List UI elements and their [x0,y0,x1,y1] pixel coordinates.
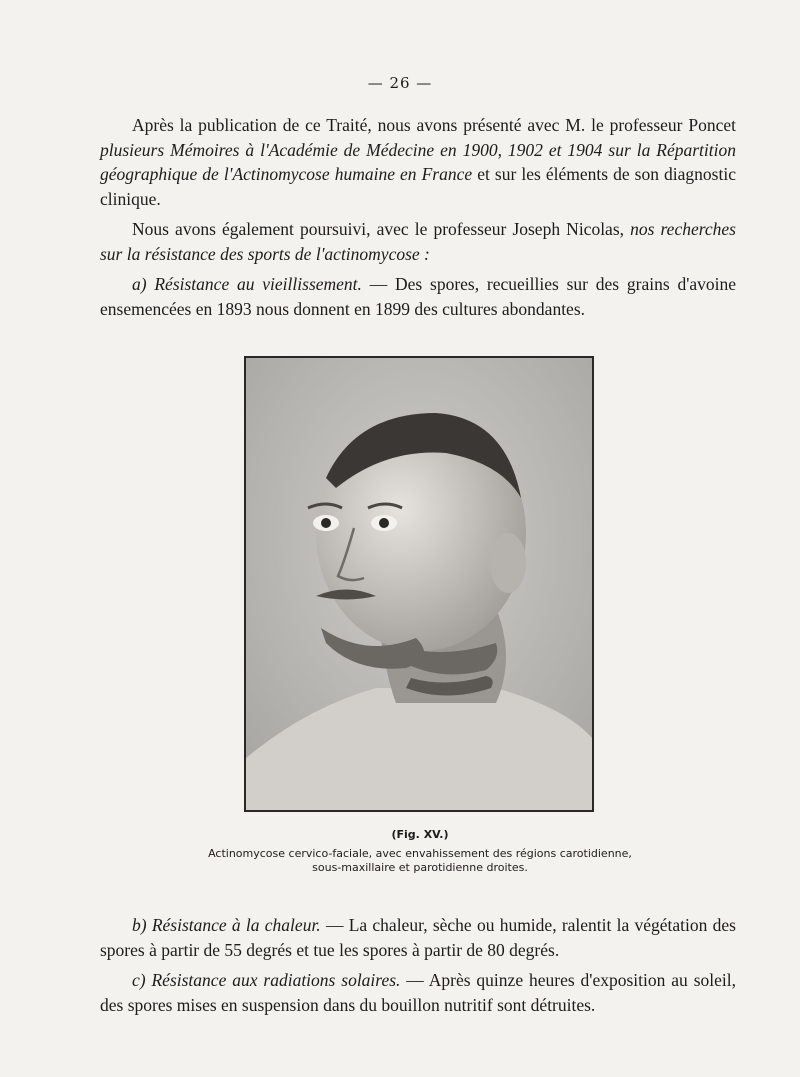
paragraph-italic: a) Résistance au vieillissement. [132,274,362,294]
paragraph-text: — Après quinze heures d'exposition au soleil, des spores mises en suspension dans du bouillon nutritif sont détruites. [100,970,736,1015]
caption-line: sous-maxillaire et parotidienne droites. [312,861,528,874]
paragraph-solar-resistance [100,968,736,1017]
figure-photograph [244,356,594,812]
body-text-top [100,113,736,327]
portrait-illustration [246,358,592,810]
paragraph-aging-resistance [100,272,736,321]
paragraph-italic: plusieurs Mémoires à l'Académie de Médecine en 1900, 1902 et 1904 sur la Répartition géographique de l'Actinomycose humaine en France [100,139,736,184]
figure-caption [150,828,690,875]
paragraph-italic: nos recherches sur la résistance des sports de l'actinomycose : [100,219,736,264]
paragraph-text: Après la publication de ce Traité, nous avons présenté avec M. le professeur Poncet [132,115,736,135]
paragraph-italic: b) Résistance à la chaleur. [132,915,321,935]
caption-line: Actinomycose cervico-faciale, avec envahissement des régions carotidienne, [208,847,632,860]
body-text-bottom [100,913,736,1023]
paragraph-text: et sur les éléments de son diagnostic clinique. [100,164,736,209]
paragraph-italic: c) Résistance aux radiations solaires. [132,970,401,990]
paragraph-text: — Des spores, recueillies sur des grains d'avoine ensemencées en 1893 nous donnent en 1899 des cultures abondantes. [100,274,736,319]
paragraph-text: — La chaleur, sèche ou humide, ralentit la végétation des spores à partir de 55 degrés et tue les spores à partir de 80 degrés. [100,915,736,960]
paragraph-publications [100,113,736,211]
figure-label: (Fig. XV.) [391,828,449,841]
paragraph-heat-resistance [100,913,736,962]
paragraph-research [100,217,736,266]
paragraph-text: Nous avons également poursuivi, avec le professeur Joseph Nicolas, [132,219,631,239]
page-number: — 26 — [367,74,433,92]
